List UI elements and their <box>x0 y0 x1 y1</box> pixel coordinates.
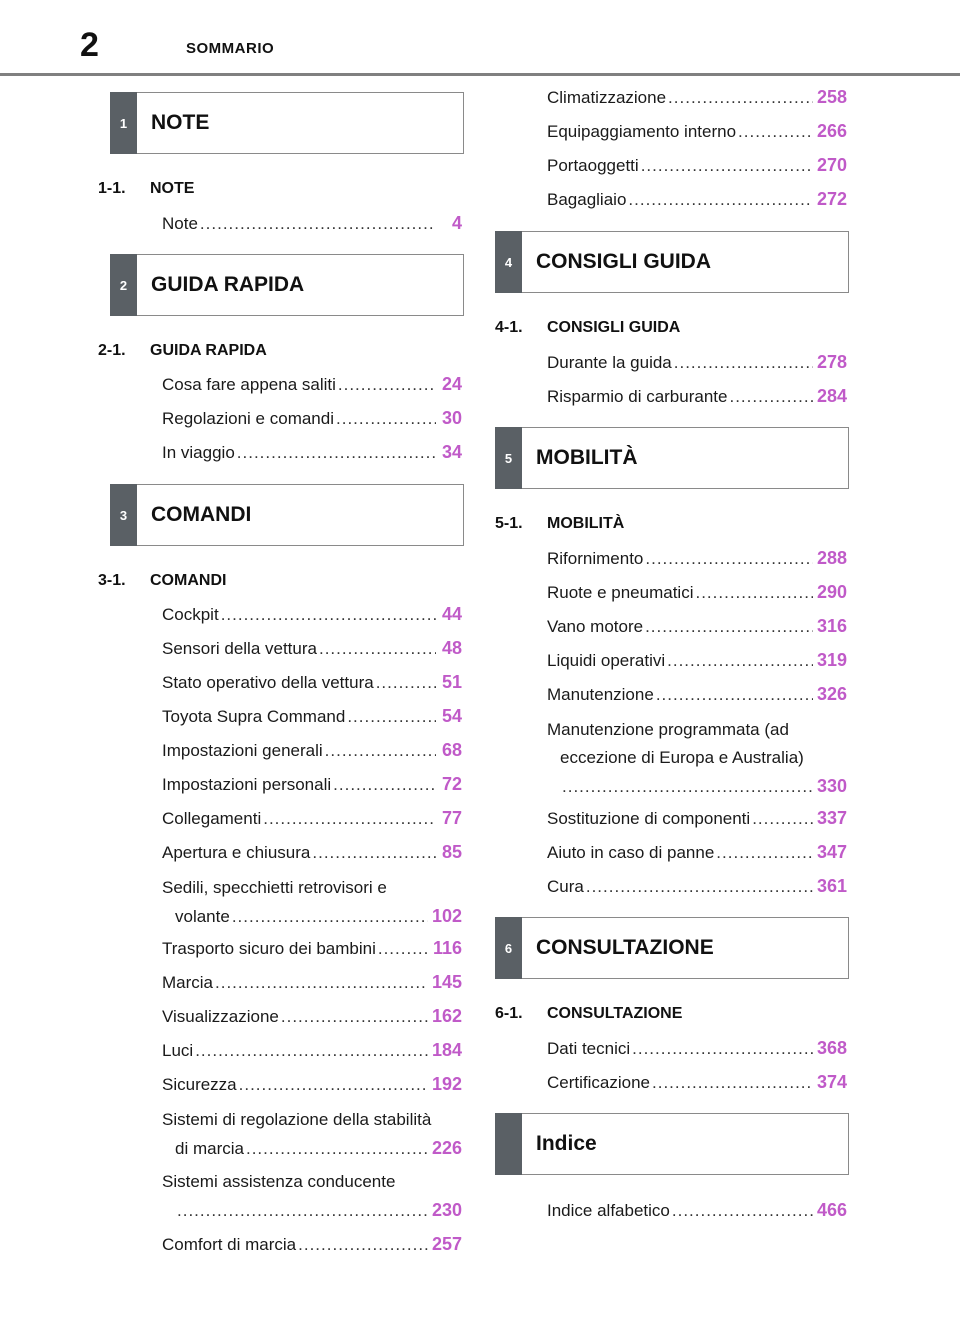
leader-dots <box>281 1007 428 1027</box>
entry-label: Sicurezza <box>162 1075 237 1094</box>
section-number: 2-1. <box>98 342 126 359</box>
toc-entry[interactable] <box>162 1168 462 1225</box>
leader-dots <box>378 939 429 959</box>
page-ref[interactable]: 51 <box>441 672 462 692</box>
chapter-title: CONSULTAZIONE <box>536 936 714 959</box>
section-heading <box>495 515 624 533</box>
leader-dots <box>729 387 812 407</box>
entry-label: Sedili, specchietti retrovisori e <box>162 878 387 897</box>
leader-dots <box>752 809 813 829</box>
leader-dots <box>325 741 436 761</box>
chapter-title: CONSIGLI GUIDA <box>536 250 712 273</box>
toc-entry[interactable] <box>547 352 847 373</box>
entry-label: Toyota Supra Command <box>162 707 346 726</box>
entry-label: Cura <box>547 877 584 896</box>
leader-dots <box>668 88 813 108</box>
section-heading <box>98 342 267 360</box>
chapter-tab <box>495 1113 522 1175</box>
section-number: 5-1. <box>495 515 523 532</box>
entry-label: Note <box>162 214 198 233</box>
entry-label: Impostazioni generali <box>162 741 323 760</box>
leader-dots <box>586 877 813 897</box>
page-ref[interactable]: 374 <box>816 1072 847 1092</box>
entry-label: Collegamenti <box>162 809 262 828</box>
toc-entry[interactable] <box>547 582 847 603</box>
page-ref[interactable]: 337 <box>816 808 847 828</box>
page-ref[interactable]: 284 <box>816 386 847 406</box>
entry-label: Trasporto sicuro dei bambini <box>162 939 376 958</box>
leader-dots <box>376 673 436 693</box>
toc-entry[interactable] <box>162 1006 462 1027</box>
entry-label: Impostazioni personali <box>162 775 332 794</box>
entry-label: Equipaggiamento interno <box>547 122 737 141</box>
page-ref[interactable]: 4 <box>451 213 462 233</box>
entry-label: Stato operativo della vettura <box>162 673 374 692</box>
entry-label: Cockpit <box>162 605 219 624</box>
toc-entry[interactable] <box>162 740 462 761</box>
entry-label: Liquidi operativi <box>547 651 666 670</box>
toc-entry[interactable] <box>547 1200 847 1221</box>
chapter-tab: 3 <box>110 484 137 546</box>
entry-label: Sistemi di regolazione della stabilità <box>162 1110 432 1129</box>
page-ref[interactable]: 326 <box>816 684 847 704</box>
section-heading <box>495 319 680 337</box>
page-ref[interactable]: 184 <box>431 1040 462 1060</box>
page-ref[interactable]: 319 <box>816 650 847 670</box>
leader-dots <box>645 617 813 637</box>
page-ref[interactable]: 116 <box>432 938 462 958</box>
page-ref[interactable]: 330 <box>816 776 847 796</box>
toc-entry[interactable] <box>162 774 462 795</box>
leader-dots <box>232 903 428 931</box>
chapter-tab: 6 <box>495 917 522 979</box>
entry-label: Certificazione <box>547 1073 650 1092</box>
leader-dots <box>298 1235 428 1255</box>
toc-entry[interactable] <box>547 155 847 176</box>
chapter-tab: 1 <box>110 92 137 154</box>
entry-label: Manutenzione <box>547 685 654 704</box>
entry-label: Marcia <box>162 973 214 992</box>
entry-label: Sistemi assistenza conducente <box>162 1172 396 1191</box>
chapter-title: GUIDA RAPIDA <box>151 273 305 296</box>
toc-entry[interactable] <box>547 386 847 407</box>
toc-entry[interactable] <box>162 213 462 234</box>
page-ref[interactable]: 361 <box>816 876 847 896</box>
leader-dots <box>632 1039 813 1059</box>
leader-dots <box>246 1135 428 1163</box>
toc-entry[interactable] <box>162 874 462 931</box>
toc-entry[interactable] <box>162 408 462 429</box>
page-ref[interactable]: 34 <box>441 442 462 462</box>
page-ref[interactable]: 192 <box>431 1074 462 1094</box>
chapter-title: COMANDI <box>151 503 252 526</box>
page-ref[interactable]: 30 <box>441 408 462 428</box>
entry-label: Ruote e pneumatici <box>547 583 694 602</box>
leader-dots <box>674 353 813 373</box>
toc-entry[interactable] <box>162 938 462 959</box>
leader-dots <box>672 1201 813 1221</box>
toc-entry[interactable] <box>547 616 847 637</box>
leader-dots <box>312 843 436 863</box>
entry-label: Luci <box>162 1041 194 1060</box>
chapter-title: MOBILITÀ <box>536 446 638 469</box>
section-number: 6-1. <box>495 1005 523 1022</box>
chapter-box-3[interactable] <box>110 484 464 546</box>
leader-dots <box>716 843 813 863</box>
page-number: 2 <box>80 26 99 64</box>
chapter-box-5[interactable] <box>495 427 849 489</box>
page-ref[interactable]: 54 <box>441 706 462 726</box>
entry-label: In viaggio <box>162 443 235 462</box>
entry-label: Sensori della vettura <box>162 639 317 658</box>
leader-dots <box>221 605 436 625</box>
entry-label: Cosa fare appena saliti <box>162 375 336 394</box>
page-ref[interactable]: 230 <box>431 1200 462 1220</box>
toc-entry[interactable] <box>162 604 462 625</box>
page-ref[interactable]: 347 <box>816 842 847 862</box>
page-ref[interactable]: 44 <box>441 604 462 624</box>
page-ref[interactable]: 77 <box>441 808 462 828</box>
leader-dots <box>319 639 436 659</box>
toc-entry[interactable] <box>162 808 462 829</box>
toc-entry[interactable] <box>162 1040 462 1061</box>
page-ref[interactable]: 270 <box>816 155 847 175</box>
leader-dots <box>628 190 813 210</box>
page-ref[interactable]: 288 <box>816 548 847 568</box>
toc-entry[interactable] <box>547 716 847 801</box>
page-ref[interactable]: 226 <box>431 1138 462 1158</box>
section-title: COMANDI <box>150 572 227 589</box>
leader-dots <box>200 214 436 234</box>
chapter-tab: 2 <box>110 254 137 316</box>
toc-entry[interactable] <box>547 1038 847 1059</box>
entry-label: Portaoggetti <box>547 156 639 175</box>
entry-label-continued: di marcia <box>175 1139 244 1158</box>
entry-label: Comfort di marcia <box>162 1235 297 1254</box>
toc-entry[interactable] <box>547 87 847 108</box>
toc-entry[interactable] <box>547 876 847 897</box>
leader-dots <box>237 443 436 463</box>
toc-entry[interactable] <box>547 548 847 569</box>
entry-label-continued: volante <box>175 907 230 926</box>
entry-label: Dati tecnici <box>547 1039 631 1058</box>
entry-label: Manutenzione programmata (ad <box>547 720 789 739</box>
leader-dots <box>336 409 436 429</box>
toc-entry[interactable] <box>547 808 847 829</box>
entry-label: Apertura e chiusura <box>162 843 311 862</box>
entry-label: Risparmio di carburante <box>547 387 728 406</box>
chapter-box-6[interactable] <box>495 917 849 979</box>
toc-entry[interactable] <box>162 1074 462 1095</box>
page-ref[interactable]: 145 <box>431 972 462 992</box>
page-ref[interactable]: 316 <box>816 616 847 636</box>
toc-entry[interactable] <box>547 121 847 142</box>
entry-label: Vano motore <box>547 617 644 636</box>
toc-entry[interactable] <box>162 972 462 993</box>
section-title: MOBILITÀ <box>547 515 625 532</box>
section-number: 3-1. <box>98 572 126 589</box>
leader-dots <box>641 156 813 176</box>
leader-dots <box>562 773 813 801</box>
page-ref[interactable]: 257 <box>431 1234 462 1254</box>
page-ref[interactable]: 102 <box>431 906 462 926</box>
leader-dots <box>667 651 813 671</box>
toc-entry[interactable] <box>547 189 847 210</box>
toc-entry[interactable] <box>162 706 462 727</box>
page-ref[interactable]: 48 <box>441 638 462 658</box>
section-heading <box>98 572 226 590</box>
leader-dots <box>738 122 813 142</box>
chapter-box-2[interactable] <box>110 254 464 316</box>
page-ref[interactable]: 266 <box>816 121 847 141</box>
section-heading <box>495 1005 682 1023</box>
running-title: SOMMARIO <box>186 40 275 57</box>
leader-dots <box>338 375 436 395</box>
page-ref[interactable]: 72 <box>441 774 462 794</box>
chapter-box-4[interactable] <box>495 231 849 293</box>
toc-entry[interactable] <box>547 1072 847 1093</box>
toc-entry[interactable] <box>547 650 847 671</box>
leader-dots <box>652 1073 813 1093</box>
toc-entry[interactable] <box>162 1234 462 1255</box>
page-ref[interactable]: 24 <box>441 374 462 394</box>
toc-entry[interactable] <box>162 638 462 659</box>
leader-dots <box>177 1197 428 1225</box>
page-ref[interactable]: 162 <box>431 1006 462 1026</box>
chapter-title: Indice <box>536 1132 597 1155</box>
section-number: 1-1. <box>98 180 126 197</box>
section-number: 4-1. <box>495 319 523 336</box>
entry-label: Sostituzione di componenti <box>547 809 751 828</box>
leader-dots <box>215 973 428 993</box>
entry-label-continued: eccezione di Europa e Australia) <box>560 748 804 767</box>
toc-entry[interactable] <box>547 684 847 705</box>
leader-dots <box>263 809 436 829</box>
toc-entry[interactable] <box>547 842 847 863</box>
leader-dots <box>195 1041 428 1061</box>
toc-entry[interactable] <box>162 672 462 693</box>
section-title: CONSIGLI GUIDA <box>547 319 681 336</box>
toc-entry[interactable] <box>162 442 462 463</box>
toc-entry[interactable] <box>162 1106 462 1163</box>
page-ref[interactable]: 466 <box>816 1200 847 1220</box>
chapter-box-1[interactable] <box>110 92 464 154</box>
page-ref[interactable]: 368 <box>816 1038 847 1058</box>
entry-label: Regolazioni e comandi <box>162 409 334 428</box>
chapter-tab: 4 <box>495 231 522 293</box>
page-ref[interactable]: 68 <box>441 740 462 760</box>
toc-entry[interactable] <box>162 842 462 863</box>
page-header <box>0 0 960 76</box>
page-ref[interactable]: 258 <box>816 87 847 107</box>
chapter-title: NOTE <box>151 111 210 134</box>
chapter-tab: 5 <box>495 427 522 489</box>
entry-label: Aiuto in caso di panne <box>547 843 715 862</box>
leader-dots <box>645 549 813 569</box>
toc-entry[interactable] <box>162 374 462 395</box>
entry-label: Climatizzazione <box>547 88 667 107</box>
leader-dots <box>239 1075 428 1095</box>
section-heading <box>98 180 194 198</box>
section-title: GUIDA RAPIDA <box>150 342 267 359</box>
page-ref[interactable]: 278 <box>816 352 847 372</box>
page-ref[interactable]: 290 <box>816 582 847 602</box>
header-rule <box>0 73 960 76</box>
entry-label: Indice alfabetico <box>547 1201 670 1220</box>
entry-label: Rifornimento <box>547 549 644 568</box>
leader-dots <box>347 707 436 727</box>
entry-label: Visualizzazione <box>162 1007 279 1026</box>
leader-dots <box>695 583 812 603</box>
section-title: NOTE <box>150 180 195 197</box>
leader-dots <box>333 775 436 795</box>
page-ref[interactable]: 272 <box>816 189 847 209</box>
entry-label: Bagagliaio <box>547 190 627 209</box>
chapter-box-index[interactable] <box>495 1113 849 1175</box>
leader-dots <box>656 685 813 705</box>
page-ref[interactable]: 85 <box>441 842 462 862</box>
section-title: CONSULTAZIONE <box>547 1005 683 1022</box>
entry-label: Durante la guida <box>547 353 672 372</box>
